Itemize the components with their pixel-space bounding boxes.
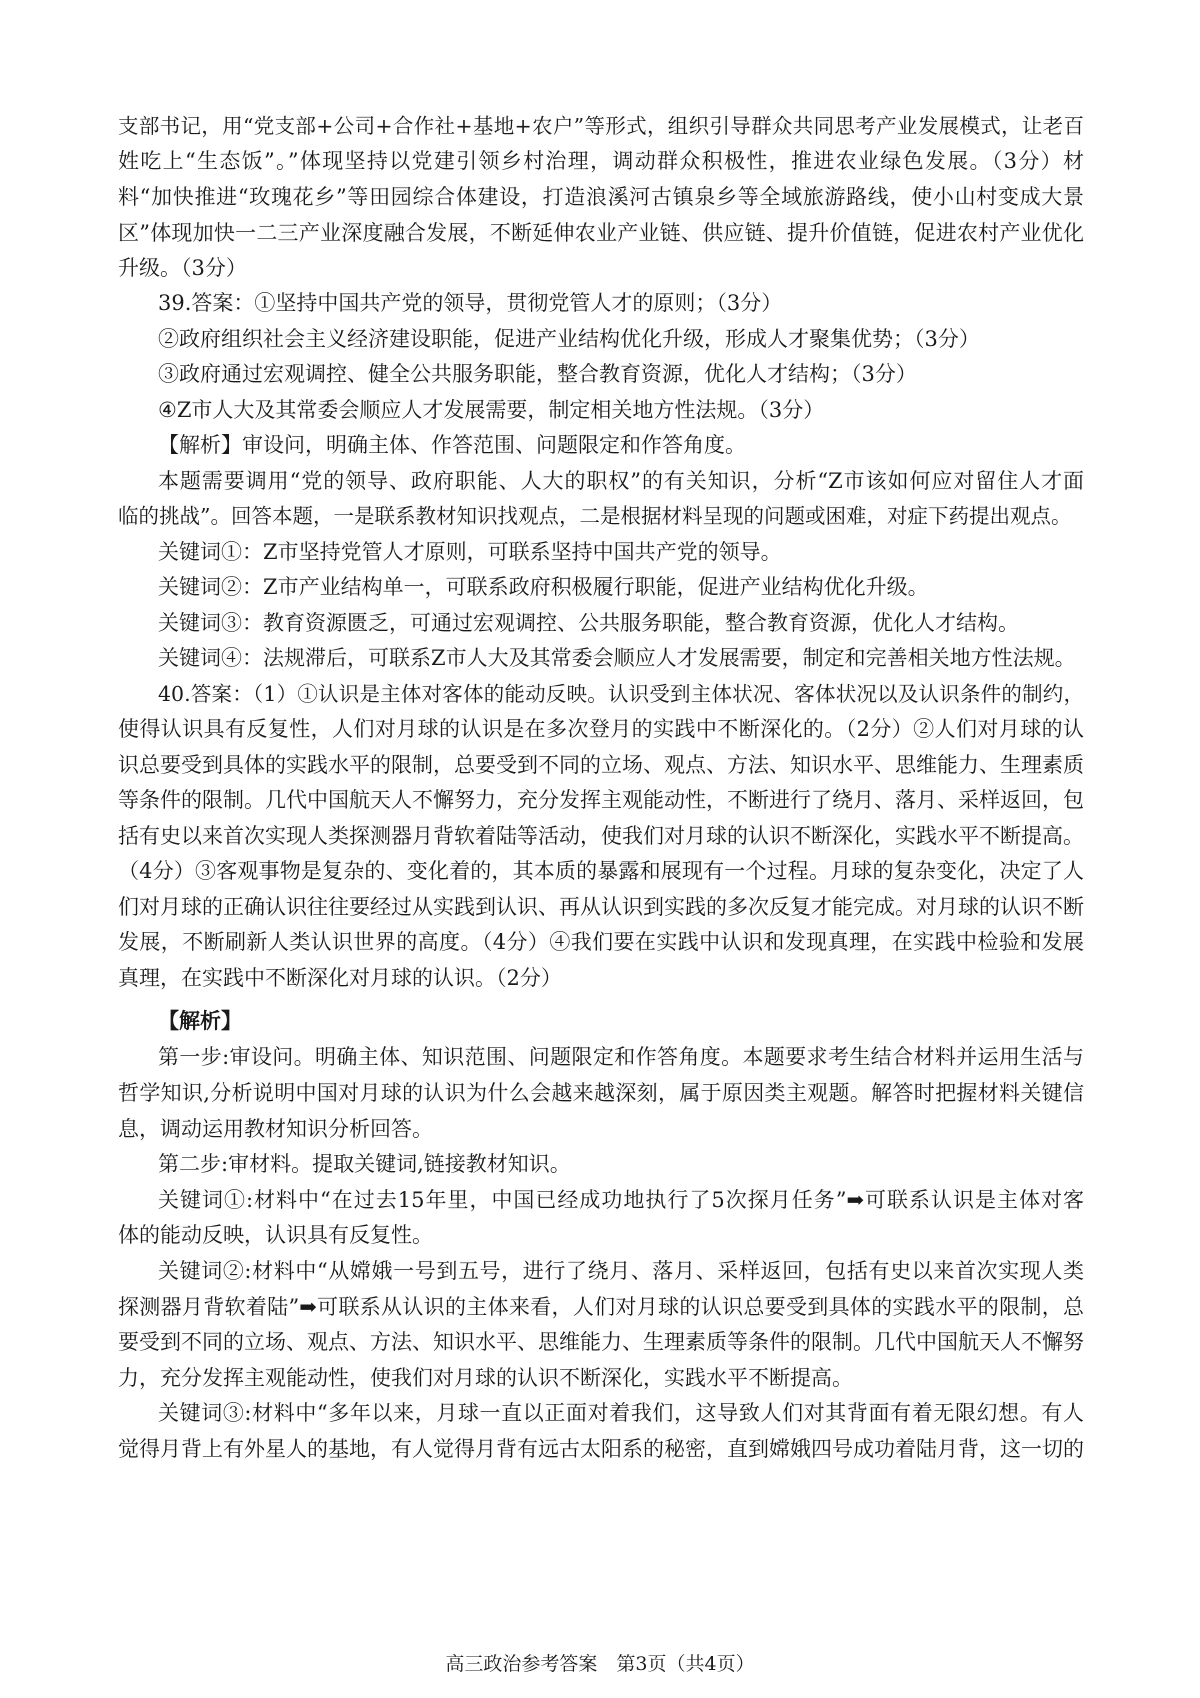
text-line: 体的能动反映，认识具有反复性。 xyxy=(118,1223,433,1247)
text-line: 们对月球的正确认识往往要经过从实践到认识、再从认识到实践的多次反复才能完成。对月球的认识不断 xyxy=(118,895,1084,919)
text-line: 区”体现加快一二三产业深度融合发展，不断延伸农业产业链、供应链、提升价值链，促进农村产业优化 xyxy=(118,221,1084,245)
text-line: 识总要受到具体的实践水平的限制，总要受到不同的立场、观点、方法、知识水平、思维能力、生理素质 xyxy=(118,753,1084,777)
text-line: 等条件的限制。几代中国航天人不懈努力，充分发挥主观能动性，不断进行了绕月、落月、采样返回，包 xyxy=(118,788,1084,812)
text-line: 要受到不同的立场、观点、方法、知识水平、思维能力、生理素质等条件的限制。几代中国航天人不懈努 xyxy=(118,1330,1084,1354)
answer-39-heading: 39.答案：①坚持中国共产党的领导，贯彻党管人才的原则；（3分） xyxy=(158,291,783,315)
keyword-line: 关键词④：法规滞后，可联系Z市人大及其常委会顺应人才发展需要，制定和完善相关地方性法规。 xyxy=(158,646,1076,670)
answer-40-heading: 40.答案：（1）①认识是主体对客体的能动反映。认识受到主体状况、客体状况以及认识条件的制约， xyxy=(158,682,1084,706)
keyword-line: 关键词①：Z市坚持党管人才原则，可联系坚持中国共产党的领导。 xyxy=(158,540,782,564)
text-line: 真理，在实践中不断深化对月球的认识。（2分） xyxy=(118,966,562,990)
analysis-39-heading: 【解析】审设问，明确主体、作答范围、问题限定和作答角度。 xyxy=(158,433,746,457)
text-line: 本题需要调用“党的领导、政府职能、人大的职权”的有关知识，分析“Z市该如何应对留住人才面 xyxy=(158,469,1084,493)
text-line: 探测器月背软着陆”➡可联系从认识的主体来看，人们对月球的认识总要受到具体的实践水平的限制，总 xyxy=(118,1295,1084,1319)
analysis-40-heading: 【解析】 xyxy=(158,1008,242,1033)
page-footer: 高三政治参考答案 第3页（共4页） xyxy=(445,1653,755,1675)
text-line: 使得认识具有反复性，人们对月球的认识是在多次登月的实践中不断深化的。（2分）②人们对月球的认 xyxy=(118,717,1084,741)
answer-39-point-4: ④Z市人大及其常委会顺应人才发展需要，制定相关地方性法规。（3分） xyxy=(158,398,825,422)
text-line: 觉得月背上有外星人的基地，有人觉得月背有远古太阳系的秘密，直到嫦娥四号成功着陆月背，这一切的 xyxy=(118,1437,1084,1461)
text-line: 力，充分发挥主观能动性，使我们对月球的认识不断深化，实践水平不断提高。 xyxy=(118,1366,853,1390)
text-line: 料“加快推进“玫瑰花乡”等田园综合体建设，打造浪溪河古镇泉乡等全域旅游路线，使小山村变成大景 xyxy=(118,185,1084,209)
text-line: （4分）③客观事物是复杂的、变化着的，其本质的暴露和展现有一个过程。月球的复杂变化，决定了人 xyxy=(118,859,1084,883)
text-line: 息，调动运用教材知识分析回答。 xyxy=(118,1117,433,1141)
text-line: 哲学知识,分析说明中国对月球的认识为什么会越来越深刻，属于原因类主观题。解答时把握材料关键信 xyxy=(118,1081,1084,1105)
keyword-line: 关键词②：Z市产业结构单一，可联系政府积极履行职能，促进产业结构优化升级。 xyxy=(158,575,929,599)
keyword-line: 关键词③：教育资源匮乏，可通过宏观调控、公共服务职能，整合教育资源，优化人才结构。 xyxy=(158,611,1019,635)
step-2-line: 第二步:审材料。提取关键词,链接教材知识。 xyxy=(158,1152,571,1176)
text-line: 支部书记，用“党支部+公司+合作社+基地+农户”等形式，组织引导群众共同思考产业发展模式，让老百 xyxy=(118,114,1084,138)
text-line: 括有史以来首次实现人类探测器月背软着陆等活动，使我们对月球的认识不断深化，实践水平不断提高。 xyxy=(118,824,1084,848)
text-line: 升级。（3分） xyxy=(118,256,247,280)
text-line: 姓吃上“生态饭”。”体现坚持以党建引领乡村治理，调动群众积极性，推进农业绿色发展。（3分）材 xyxy=(118,149,1084,173)
keyword-line: 关键词③:材料中“多年以来，月球一直以正面对着我们，这导致人们对其背面有着无限幻想。有人 xyxy=(158,1401,1084,1425)
text-line: 第一步:审设问。明确主体、知识范围、问题限定和作答角度。本题要求考生结合材料并运用生活与 xyxy=(158,1045,1084,1069)
keyword-line: 关键词①:材料中“在过去15年里，中国已经成功地执行了5次探月任务”➡可联系认识是主体对客 xyxy=(158,1188,1084,1212)
answer-39-point-3: ③政府通过宏观调控、健全公共服务职能，整合教育资源，优化人才结构；（3分） xyxy=(158,362,917,386)
text-line: 发展，不断刷新人类认识世界的高度。（4分）④我们要在实践中认识和发现真理，在实践中检验和发展 xyxy=(118,930,1084,954)
text-line: 临的挑战”。回答本题，一是联系教材知识找观点，二是根据材料呈现的问题或困难，对症下药提出观点。 xyxy=(118,504,1072,528)
keyword-line: 关键词②:材料中“从嫦娥一号到五号，进行了绕月、落月、采样返回，包括有史以来首次实现人类 xyxy=(158,1259,1084,1283)
answer-39-point-2: ②政府组织社会主义经济建设职能，促进产业结构优化升级，形成人才聚集优势；（3分） xyxy=(158,327,980,351)
